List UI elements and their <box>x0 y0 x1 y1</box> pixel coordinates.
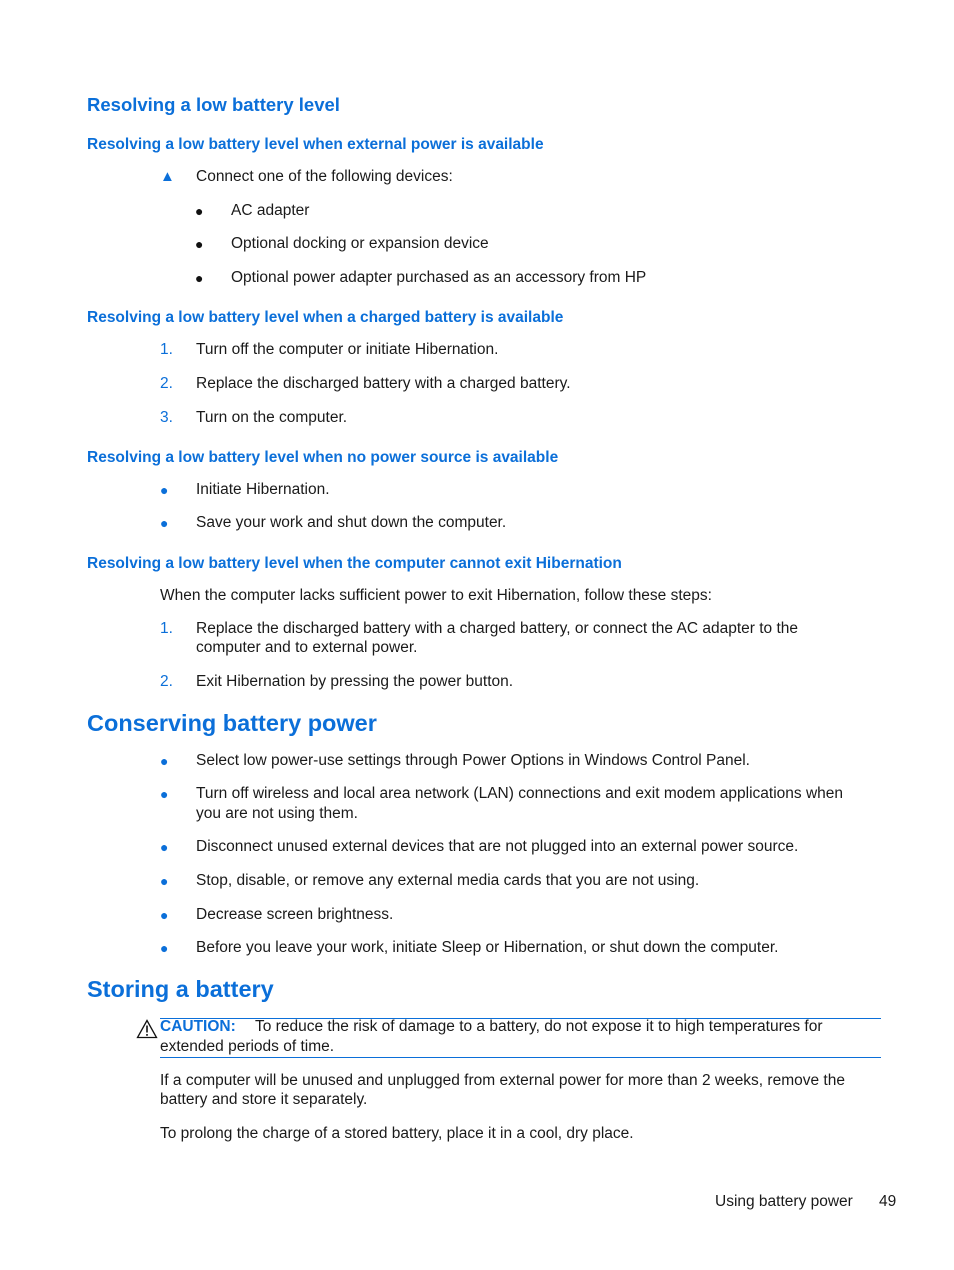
step-number: 1. <box>160 620 173 637</box>
step-number: 3. <box>160 409 173 426</box>
bullet-icon: ● <box>160 753 169 769</box>
step-text-continued: computer and to external power. <box>196 639 418 656</box>
list-lead: Connect one of the following devices: <box>196 168 453 185</box>
caution-text-continued: extended periods of time. <box>160 1038 335 1055</box>
step-number: 2. <box>160 673 173 690</box>
step-number: 2. <box>160 375 173 392</box>
step-text: Exit Hibernation by pressing the power button. <box>196 673 514 690</box>
list-item: Turn off wireless and local area network (LAN) connections and exit modem applications when <box>196 785 844 802</box>
step-text: Turn on the computer. <box>196 409 348 426</box>
triangle-bullet-icon: ▲ <box>160 168 175 185</box>
bullet-icon: ● <box>160 515 169 531</box>
bullet-icon: ● <box>195 236 204 252</box>
list-item: Optional power adapter purchased as an accessory from HP <box>231 269 647 286</box>
bullet-icon: ● <box>160 839 169 855</box>
storing-paragraph: If a computer will be unused and unplugged from external power for more than 2 weeks, remove the <box>160 1072 845 1089</box>
list-item: Decrease screen brightness. <box>196 906 394 923</box>
bullet-icon: ● <box>160 907 169 923</box>
bullet-icon: ● <box>195 203 204 219</box>
page-number: 49 <box>879 1193 897 1210</box>
list-item: AC adapter <box>231 202 310 219</box>
intro-paragraph: When the computer lacks sufficient power to exit Hibernation, follow these steps: <box>160 587 712 604</box>
list-item: Select low power-use settings through Power Options in Windows Control Panel. <box>196 752 750 769</box>
subheading-no-power: Resolving a low battery level when no power source is available <box>87 449 559 466</box>
list-item: Initiate Hibernation. <box>196 481 330 498</box>
bullet-icon: ● <box>160 482 169 498</box>
warning-triangle-icon <box>136 1019 158 1039</box>
step-text: Replace the discharged battery with a charged battery. <box>196 375 571 392</box>
heading-conserving: Conserving battery power <box>87 710 377 736</box>
storing-paragraph-2: To prolong the charge of a stored battery, place it in a cool, dry place. <box>160 1125 634 1142</box>
bullet-icon: ● <box>195 270 204 286</box>
list-item: Stop, disable, or remove any external media cards that you are not using. <box>196 872 700 889</box>
bullet-icon: ● <box>160 873 169 889</box>
list-item: Before you leave your work, initiate Sleep or Hibernation, or shut down the computer. <box>196 939 779 956</box>
list-item-continued: you are not using them. <box>196 805 358 822</box>
caution-text: To reduce the risk of damage to a battery, do not expose it to high temperatures for <box>255 1018 823 1035</box>
subheading-cannot-exit: Resolving a low battery level when the computer cannot exit Hibernation <box>87 555 622 572</box>
step-text: Replace the discharged battery with a charged battery, or connect the AC adapter to the <box>196 620 798 637</box>
list-item: Save your work and shut down the computer. <box>196 514 507 531</box>
caution-label: CAUTION: <box>160 1018 236 1035</box>
list-item: Disconnect unused external devices that are not plugged into an external power source. <box>196 838 799 855</box>
footer-section-title: Using battery power <box>715 1193 853 1210</box>
subheading-charged-battery: Resolving a low battery level when a charged battery is available <box>87 309 564 326</box>
step-text: Turn off the computer or initiate Hibernation. <box>196 341 499 358</box>
bullet-icon: ● <box>160 940 169 956</box>
caution-bottom-rule <box>160 1057 881 1058</box>
list-item: Optional docking or expansion device <box>231 235 489 252</box>
step-number: 1. <box>160 341 173 358</box>
storing-paragraph-continued: battery and store it separately. <box>160 1091 368 1108</box>
heading-storing: Storing a battery <box>87 976 274 1002</box>
bullet-icon: ● <box>160 786 169 802</box>
subheading-external-power: Resolving a low battery level when external power is available <box>87 136 544 153</box>
heading-low-battery: Resolving a low battery level <box>87 94 340 115</box>
